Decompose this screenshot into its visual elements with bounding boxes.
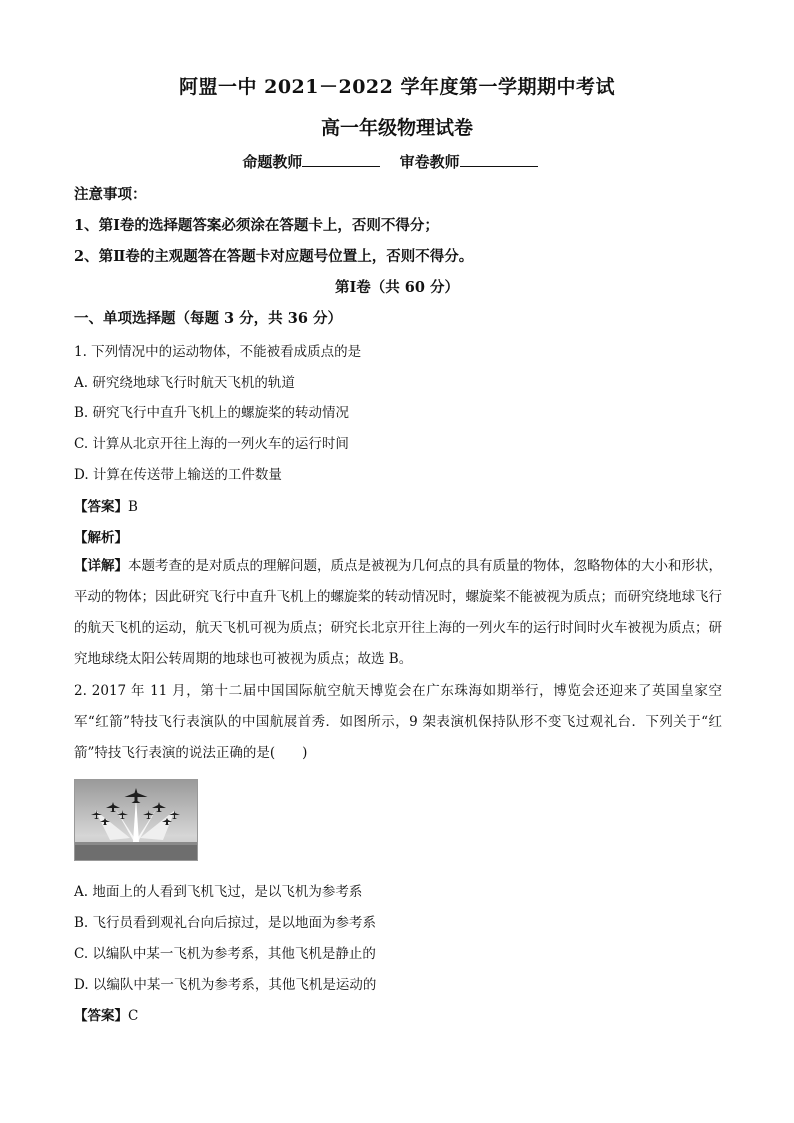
q2-answer-value: C [128, 1008, 139, 1024]
q2-option-c: C. 以编队中某一飞机为参考系，其他飞机是静止的 [74, 946, 376, 962]
reviewer-blank [460, 152, 538, 167]
reviewer-label: 审卷教师 [399, 153, 460, 171]
notice-heading: 注意事项： [74, 186, 147, 203]
signature-line [0, 151, 794, 172]
q1-answer-tag: 【答案】 [74, 499, 128, 515]
q1-analysis-tag [74, 526, 724, 546]
q1-stem: 1. 下列情况中的运动物体，不能被看成质点的是 [74, 344, 362, 360]
q1-detail [74, 551, 722, 675]
q2-stem: 2. 2017 年 11 月，第十二届中国国际航空航天博览会在广东珠海如期举行，博览会还迎来了英国皇家空军“红箭”特技飞行表演队的中国航展首秀．如图所示，9 架表演机保持队形不变飞过观礼台．下列关于“红箭”特技飞行表演的说法正确的是( ) [74, 683, 722, 761]
q1-option-a: A. 研究绕地球飞行时航天飞机的轨道 [74, 375, 295, 391]
exam-title: 阿盟一中 2021－2022 学年度第一学期期中考试 [179, 76, 615, 98]
notice-item-2: 2、第Ⅱ卷的主观题答在答题卡对应题号位置上，否则不得分。 [74, 248, 474, 265]
q1-detail-text: 本题考查的是对质点的理解问题，质点是被视为几何点的具有质量的物体，忽略物体的大小和形状，平动的物体；因此研究飞行中直升飞机上的螺旋桨的转动情况时，螺旋桨不能被视为质点；而研究绕地球飞行的航天飞机的运动，航天飞机可视为质点；研究长北京开往上海的一列火车的运行时间时火车被视为质点；研究地球绕太阳公转周期的地球也可被视为质点；故选 B。 [74, 558, 722, 667]
jets-formation-photo [74, 779, 198, 861]
q2-option-d: D. 以编队中某一飞机为参考系，其他飞机是运动的 [74, 977, 377, 993]
part1-heading: 第Ⅰ卷（共 60 分） [334, 279, 460, 296]
section-heading: 一、单项选择题（每题 3 分，共 36 分） [74, 310, 342, 327]
q2-answer-tag: 【答案】 [74, 1008, 128, 1024]
q1-option-b: B. 研究飞行中直升飞机上的螺旋桨的转动情况 [74, 405, 350, 421]
proposer-blank [302, 152, 380, 167]
detail-tag: 【详解】 [74, 558, 128, 574]
q2-option-a: A. 地面上的人看到飞机飞过，是以飞机为参考系 [74, 884, 363, 900]
q1-option-d: D. 计算在传送带上输送的工件数量 [74, 467, 282, 483]
q1-option-c: C. 计算从北京开往上海的一列火车的运行时间 [74, 436, 349, 452]
q1-answer-value: B [128, 499, 138, 515]
q2-option-b: B. 飞行员看到观礼台向后掠过，是以地面为参考系 [74, 915, 377, 931]
q2-answer [74, 1004, 724, 1024]
analysis-label: 【解析】 [74, 530, 128, 546]
q1-answer [74, 495, 724, 515]
notice-item-1: 1、第Ⅰ卷的选择题答案必须涂在答题卡上，否则不得分； [74, 217, 439, 234]
exam-subtitle: 高一年级物理试卷 [320, 117, 473, 139]
proposer-label: 命题教师 [242, 153, 303, 171]
